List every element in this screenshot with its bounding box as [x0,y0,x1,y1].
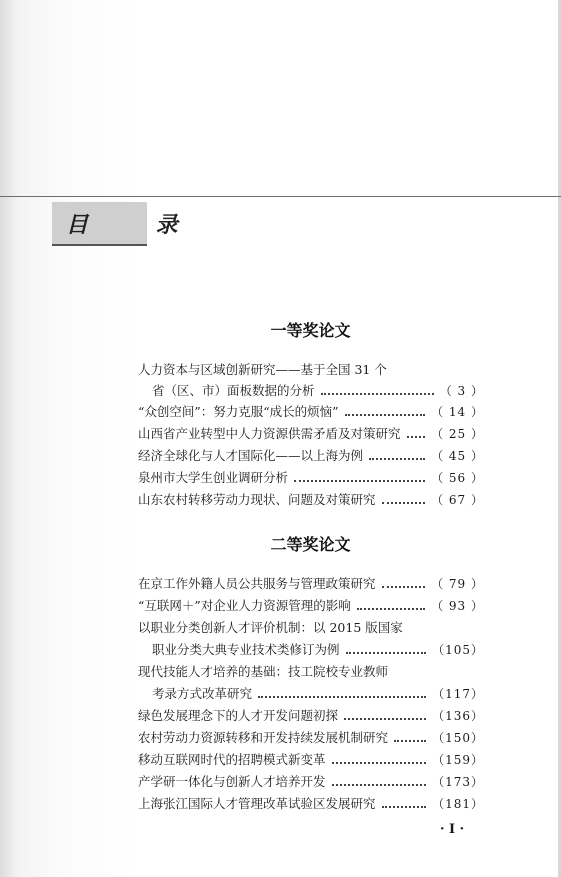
dot-leader [344,718,426,720]
toc-entry-page: （ 67 ） [431,493,484,507]
dot-leader [394,740,426,742]
toc-entry-title: 以职业分类创新人才评价机制：以 2015 版国家 [138,620,403,635]
section-title-second-prize: 二等奖论文 [270,535,351,554]
toc-entry [138,794,484,814]
dot-leader [332,784,427,786]
toc-entry-title: 山西省产业转型中人力资源供需矛盾及对策研究 [138,426,401,441]
toc-entry-page: （181） [432,797,484,811]
toc-entry [138,750,484,770]
toc-entry [138,490,484,510]
dot-leader [258,696,426,698]
toc-entry-page: （ 79 ） [431,577,484,591]
toc-entry [138,596,484,616]
toc-entry-page: （105） [432,643,484,657]
toc-entry-title: 经济全球化与人才国际化——以上海为例 [138,448,364,463]
toc-entry [138,618,484,638]
toc-entry [152,381,484,401]
toc-entry-page: （ 93 ） [431,599,484,613]
dot-leader [407,436,426,438]
toc-entry-page: （ 14 ） [431,405,484,419]
dot-leader [382,586,426,588]
dot-leader [357,608,425,610]
toc-entry-title: 现代技能人才培养的基础：技工院校专业教师 [138,664,389,679]
toc-entry-page: （117） [432,687,484,701]
toc-entry [138,360,484,380]
toc-entry [152,640,484,660]
toc-entry [138,706,484,726]
toc-entry-title: 人力资本与区域创新研究——基于全国 31 个 [138,362,387,377]
toc-entry-title: 泉州市大学生创业调研分析 [138,470,289,485]
page-folio: · I · [440,822,465,837]
toc-entry-page: （ 25 ） [431,427,484,441]
toc-entry-page: （150） [432,731,484,745]
dot-leader [382,806,427,808]
toc-entry [138,424,484,444]
toc-entry-title: 上海张江国际人才管理改革试验区发展研究 [138,796,376,811]
toc-entry-title: 在京工作外籍人员公共服务与管理政策研究 [138,576,376,591]
section-title-first-prize: 一等奖论文 [270,321,351,340]
toc-entry-page: （ 45 ） [431,449,484,463]
dot-leader [321,393,434,395]
toc-entry-title: 产学研一体化与创新人才培养开发 [138,774,326,789]
dot-leader [346,652,427,654]
dot-leader [369,458,425,460]
toc-entry-page: （136） [432,709,484,723]
toc-entry-title: 考录方式改革研究 [152,686,253,701]
toc-entry-title: “众创空间”：努力克服“成长的烦恼” [138,404,339,419]
toc-entry-title: 移动互联网时代的招聘模式新变革 [138,752,326,767]
toc-entry-page: （173） [432,775,484,789]
dot-leader [382,502,426,504]
dot-leader [332,762,427,764]
toc-entry [138,662,484,682]
dot-leader [294,480,425,482]
toc-entry-title: 山东农村转移劳动力现状、问题及对策研究 [138,492,376,507]
toc-entry [152,684,484,704]
toc-entry-page: （159） [432,753,484,767]
toc-entry-page: （ 56 ） [431,471,484,485]
toc-entry [138,728,484,748]
toc-entry-title: “互联网＋”对企业人力资源管理的影响 [138,598,351,613]
toc-entry-title: 职业分类大典专业技术类修订为例 [152,642,340,657]
toc-entry-page: （ 3 ） [439,384,484,398]
toc-entry [138,446,484,466]
page-heading: 目 录 [66,213,208,238]
toc-entry-title: 省（区、市）面板数据的分析 [152,383,315,398]
toc-entry [138,772,484,792]
toc-entry [138,402,484,422]
top-rule [0,196,561,197]
toc-entry-title: 农村劳动力资源转移和开发持续发展机制研究 [138,730,389,745]
toc-entry [138,468,484,488]
dot-leader [345,414,426,416]
toc-entry-title: 绿色发展理念下的人才开发问题初探 [138,708,339,723]
toc-entry [138,574,484,594]
